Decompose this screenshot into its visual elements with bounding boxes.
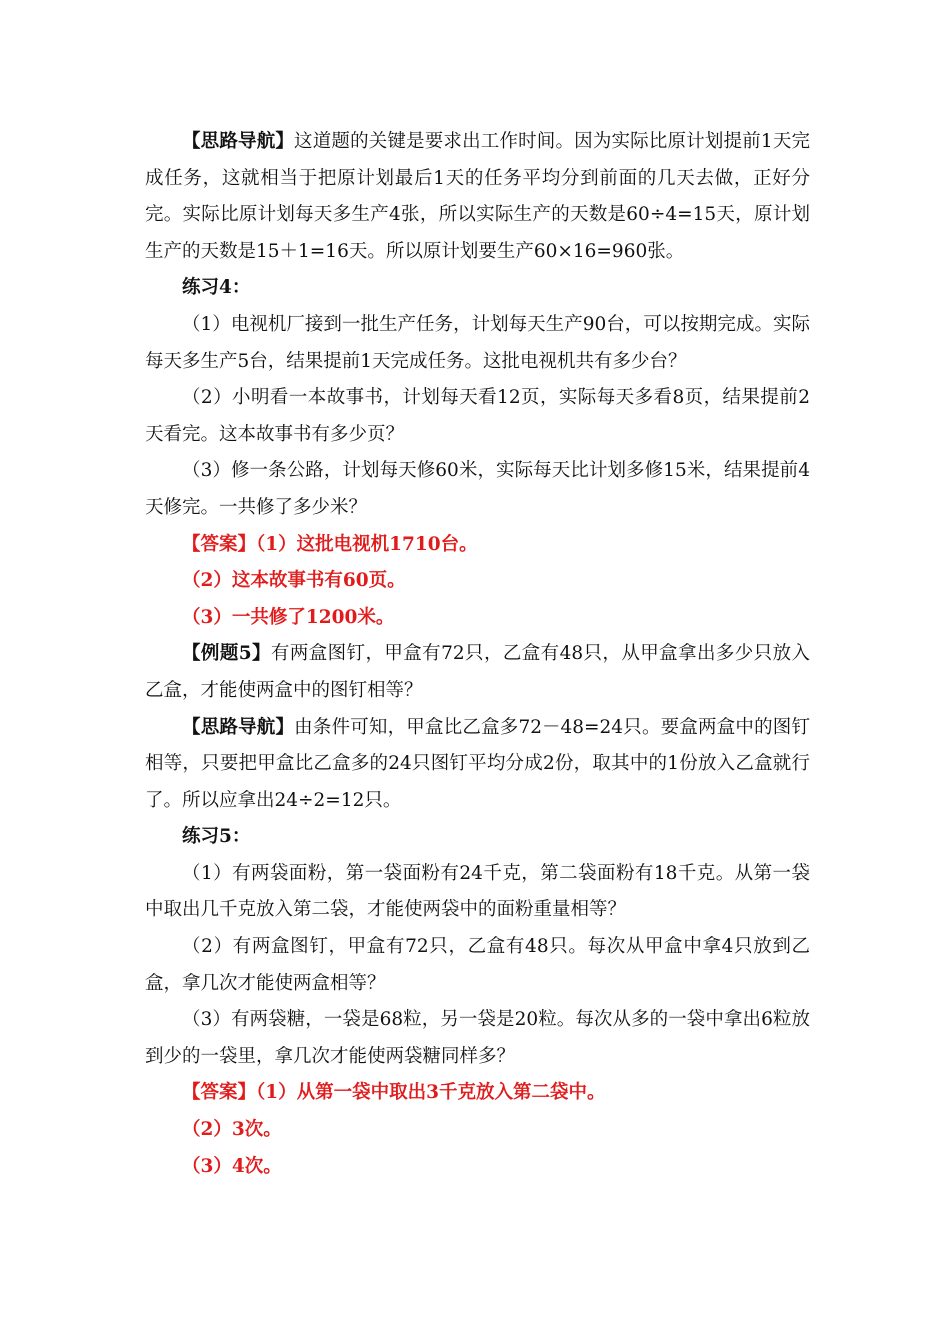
exercise-5-question-2: （2）有两盒图钉，甲盒有72只，乙盒有48只。每次从甲盒中拿4只放到乙盒，拿几次才能使两盒相等？ [145, 936, 810, 994]
solution-guide-label: 【思路导航】 [182, 131, 295, 152]
paragraph-text: 这道题的关键是要求出工作时间。因为实际比原计划提前1天完成任务，这就相当于把原计划最后1天的任务平均分到前面的几天去做，正好分完。实际比原计划每天多生产4张，所以实际生产的天数是60÷4=15天，原计划生产的天数是15＋1=16天。所以原计划要生产60×16=960张。 [145, 131, 810, 262]
solution-guide-label: 【思路导航】 [182, 716, 295, 738]
exercise-4-question-2: （2）小明看一本故事书，计划每天看12页，实际每天多看8页，结果提前2天看完。这本故事书有多少页？ [145, 387, 810, 445]
paragraph-text: 有两盒图钉，甲盒有72只，乙盒有48只，从甲盒拿出多少只放入乙盒，才能使两盒中的图钉相等？ [145, 643, 811, 701]
exercise-4-answer-3: （3）一共修了1200米。 [182, 606, 395, 628]
exercise-5-answer-1: 【答案】（1）从第一袋中取出3千克放入第二袋中。 [182, 1082, 606, 1104]
exercise-5-heading: 练习5： [182, 826, 251, 848]
exercise-4-question-1: （1）电视机厂接到一批生产任务，计划每天生产90台，可以按期完成。实际每天多生产5台，结果提前1天完成任务。这批电视机共有多少台？ [145, 313, 810, 372]
exercise-4-answer-2: （2）这本故事书有60页。 [182, 570, 406, 592]
paragraph-solution-guide-5 [145, 710, 810, 820]
exercise-5-question-1: （1）有两袋面粉，第一袋面粉有24千克，第二袋面粉有18千克。从第一袋中取出几千克放入第二袋，才能使两袋中的面粉重量相等？ [145, 862, 810, 921]
paragraph-solution-guide-4 [145, 124, 810, 270]
example-5-problem [145, 636, 810, 709]
exercise-4-question-3: （3）修一条公路，计划每天修60米，实际每天比计划多修15米，结果提前4天修完。一共修了多少米？ [145, 460, 810, 518]
exercise-5-question-3: （3）有两袋糖，一袋是68粒，另一袋是20粒。每次从多的一袋中拿出6粒放到少的一袋里，拿几次才能使两袋糖同样多？ [145, 1009, 810, 1067]
example-5-label: 【例题5】 [182, 643, 271, 665]
exercise-4-heading: 练习4： [182, 277, 251, 299]
document-page [145, 124, 810, 1185]
exercise-5-answer-3: （3）4次。 [182, 1155, 282, 1177]
paragraph-text: 由条件可知，甲盒比乙盒多72－48=24只。要盒两盒中的图钉相等，只要把甲盒比乙盒多的24只图钉平均分成2份，取其中的1份放入乙盒就行了。所以应拿出24÷2=12只。 [145, 716, 810, 811]
exercise-5-answer-2: （2）3次。 [182, 1119, 282, 1141]
exercise-4-answer-1: 【答案】（1）这批电视机1710台。 [182, 533, 478, 555]
